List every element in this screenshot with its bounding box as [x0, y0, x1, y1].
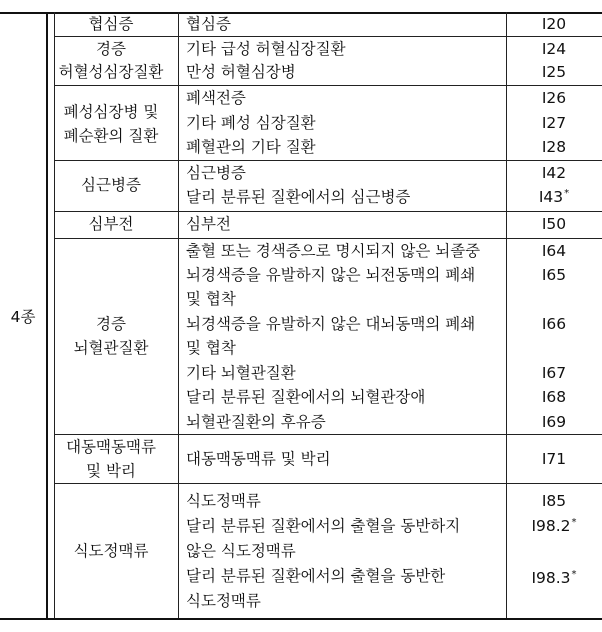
disease-code: I69 — [541, 413, 567, 431]
category-label: 폐성심장병 및 — [63, 103, 159, 121]
category-label: 허혈성심장질환 — [58, 63, 164, 81]
grade-label: 4종 — [10, 308, 36, 326]
disease-code: I25 — [541, 63, 567, 81]
disease-code: I42 — [541, 164, 567, 182]
disease-name: 출혈 또는 경색증으로 명시되지 않은 뇌졸중 — [186, 242, 481, 260]
disease-code: I65 — [541, 266, 567, 284]
disease-name: 폐혈관의 기타 질환 — [186, 138, 316, 156]
disease-code: I26 — [541, 89, 567, 107]
disease-name: 달리 분류된 질환에서의 출혈을 동반한 — [186, 567, 446, 585]
footnote-asterisk: * — [564, 188, 570, 199]
disease-code: I20 — [541, 15, 567, 33]
disease-name: 심부전 — [186, 215, 231, 233]
disease-name: 달리 분류된 질환에서의 출혈을 동반하지 — [186, 517, 461, 535]
footnote-asterisk: * — [571, 517, 577, 528]
category-label: 경증 — [96, 315, 126, 333]
disease-name: 협심증 — [186, 15, 231, 33]
disease-code: I50 — [541, 215, 567, 233]
row-divider — [54, 85, 602, 86]
disease-name: 대동맥동맥류 및 박리 — [186, 450, 331, 468]
disease-code: I67 — [541, 364, 567, 382]
disease-code: I43* — [538, 188, 570, 206]
disease-name: 뇌혈관질환의 후유증 — [186, 413, 326, 431]
row-divider — [54, 211, 602, 212]
disease-name: 식도정맥류 — [186, 492, 261, 510]
category-label: 식도정맥류 — [73, 542, 149, 560]
category-label: 심근병증 — [81, 176, 141, 194]
category-label: 및 박리 — [86, 462, 136, 480]
disease-name: 뇌경색증을 유발하지 않은 대뇌동맥의 폐쇄 — [186, 315, 476, 333]
disease-code: I98.3* — [531, 569, 577, 587]
row-divider — [54, 434, 602, 435]
disease-name: 폐색전증 — [186, 89, 246, 107]
disease-name: 뇌경색증을 유발하지 않은 뇌전동맥의 폐쇄 — [186, 266, 476, 284]
category-label: 대동맥동맥류 — [66, 438, 156, 456]
category-label: 경증 — [96, 40, 126, 58]
row-divider — [54, 483, 602, 484]
disease-code: I71 — [541, 450, 567, 468]
disease-code: I68 — [541, 388, 567, 406]
disease-name: 달리 분류된 질환에서의 뇌혈관장애 — [186, 388, 426, 406]
row-divider — [54, 160, 602, 161]
disease-name: 만성 허혈심장병 — [186, 63, 296, 81]
disease-code: I27 — [541, 114, 567, 132]
disease-code: I24 — [541, 40, 567, 58]
category-label: 협심증 — [88, 15, 134, 33]
row-divider — [54, 238, 602, 239]
disease-name: 식도정맥류 — [186, 592, 261, 610]
disease-code: I85 — [541, 492, 567, 510]
disease-name: 및 협착 — [186, 290, 236, 308]
column-divider — [178, 12, 179, 618]
disease-name: 기타 폐성 심장질환 — [186, 114, 316, 132]
disease-code: I66 — [541, 315, 567, 333]
category-label: 폐순환의 질환 — [63, 127, 159, 145]
disease-name: 달리 분류된 질환에서의 심근병증 — [186, 188, 411, 206]
disease-name: 기타 뇌혈관질환 — [186, 364, 296, 382]
disease-name: 및 협착 — [186, 339, 236, 357]
disease-code: I28 — [541, 138, 567, 156]
disease-name: 심근병증 — [186, 164, 246, 182]
disease-code: I64 — [541, 242, 567, 260]
category-label: 심부전 — [88, 215, 134, 233]
footnote-asterisk: * — [571, 569, 577, 580]
row-divider — [54, 36, 602, 37]
disease-name: 않은 식도정맥류 — [186, 542, 296, 560]
table-bottom-border — [0, 618, 602, 620]
column-divider — [46, 12, 48, 618]
category-label: 뇌혈관질환 — [73, 339, 149, 357]
disease-name: 기타 급성 허혈심장질환 — [186, 40, 346, 58]
disease-code: I98.2* — [531, 517, 577, 535]
